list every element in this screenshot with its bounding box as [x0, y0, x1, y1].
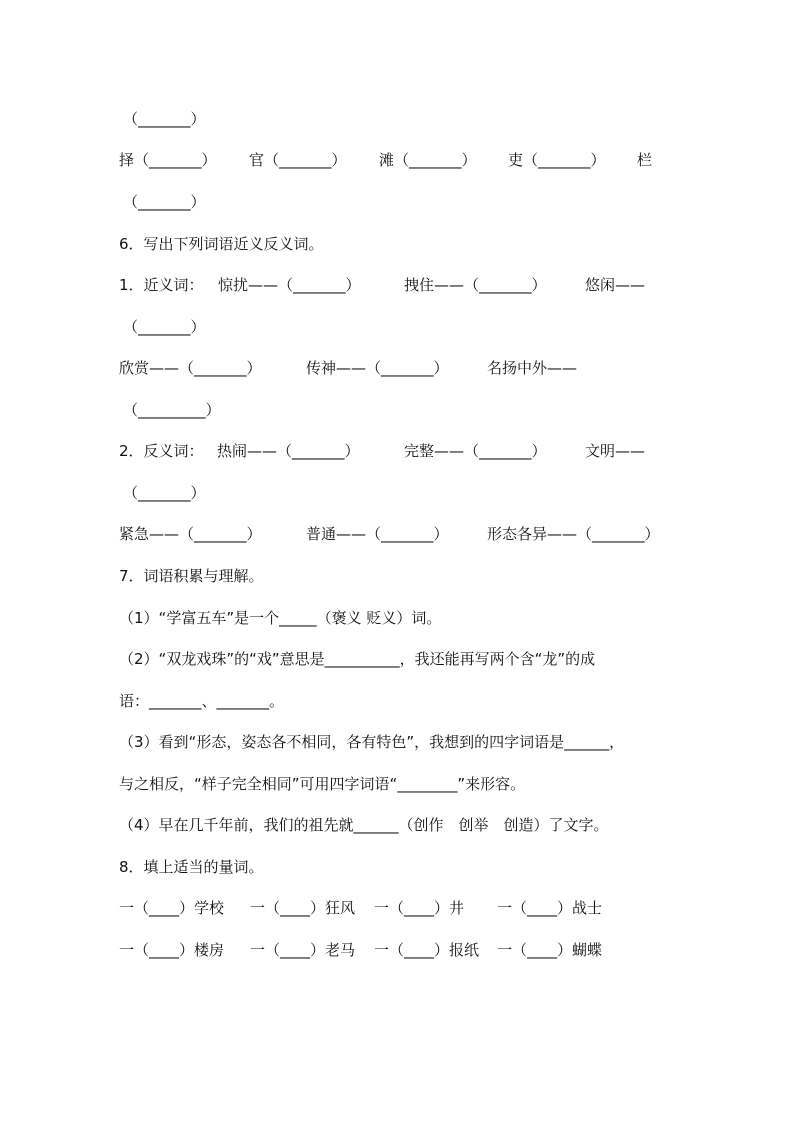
measure-word-blank: 一（____）战士 [497, 899, 603, 917]
fill-blank: 栏 [637, 151, 653, 169]
word-blank: 欣赏——（_______） [119, 359, 262, 377]
fill-blank: （_______） [123, 193, 206, 211]
sub-question-label: 1．近义词： [119, 276, 204, 294]
fill-blank: （_______） [123, 110, 206, 128]
fill-blank: 滩（_______） [379, 151, 477, 169]
question-7-3: （3）看到“形态，姿态各不相同，各有特色”，我想到的四字词语是______， [119, 733, 625, 751]
word-blank: 惊扰——（_______） [218, 276, 361, 294]
question-7-2: （2）“双龙戏珠”的“戏”意思是__________，我还能再写两个含“龙”的成 [119, 650, 596, 668]
question-7-2-cont: 语：_______、_______。 [119, 692, 285, 710]
fill-blank: 官（_______） [249, 151, 347, 169]
word-blank: 传神——（_______） [306, 359, 449, 377]
word-blank: 热闹——（_______） [217, 442, 360, 460]
fill-blank: （_______） [123, 318, 206, 336]
word-blank: 普通——（_______） [306, 525, 449, 543]
measure-word-blank: 一（____）蝴蝶 [497, 941, 603, 959]
question-7-1: （1）“学富五车”是一个_____（褒义 贬义）词。 [119, 609, 442, 627]
measure-word-blank: 一（____）学校 [119, 899, 225, 917]
word-blank: 完整——（_______） [404, 442, 547, 460]
question-7-4: （4）早在几千年前，我们的祖先就______（创作 创举 创造）了文字。 [119, 816, 609, 834]
fill-blank: （_________） [123, 401, 221, 419]
sub-question-label: 2．反义词： [119, 442, 204, 460]
word-blank: 形态各异——（_______） [487, 525, 660, 543]
word-blank: 拽住——（_______） [404, 276, 547, 294]
measure-word-blank: 一（____）报纸 [374, 941, 480, 959]
question-6-title: 6．写出下列词语近义反义词。 [119, 235, 324, 253]
measure-word-blank: 一（____）楼房 [119, 941, 225, 959]
word-blank: 名扬中外—— [487, 359, 578, 377]
question-8-title: 8．填上适当的量词。 [119, 858, 264, 876]
question-7-3-cont: 与之相反，“样子完全相同”可用四字词语“________”来形容。 [119, 775, 526, 793]
word-blank: 文明—— [585, 442, 646, 460]
measure-word-blank: 一（____）老马 [250, 941, 356, 959]
word-blank: 紧急——（_______） [119, 525, 262, 543]
measure-word-blank: 一（____）井 [374, 899, 465, 917]
question-7-title: 7．词语积累与理解。 [119, 567, 264, 585]
word-blank: 悠闲—— [585, 276, 646, 294]
measure-word-blank: 一（____）狂风 [250, 899, 356, 917]
fill-blank: 择（_______） [119, 151, 217, 169]
fill-blank: 吏（_______） [508, 151, 606, 169]
fill-blank: （_______） [123, 484, 206, 502]
